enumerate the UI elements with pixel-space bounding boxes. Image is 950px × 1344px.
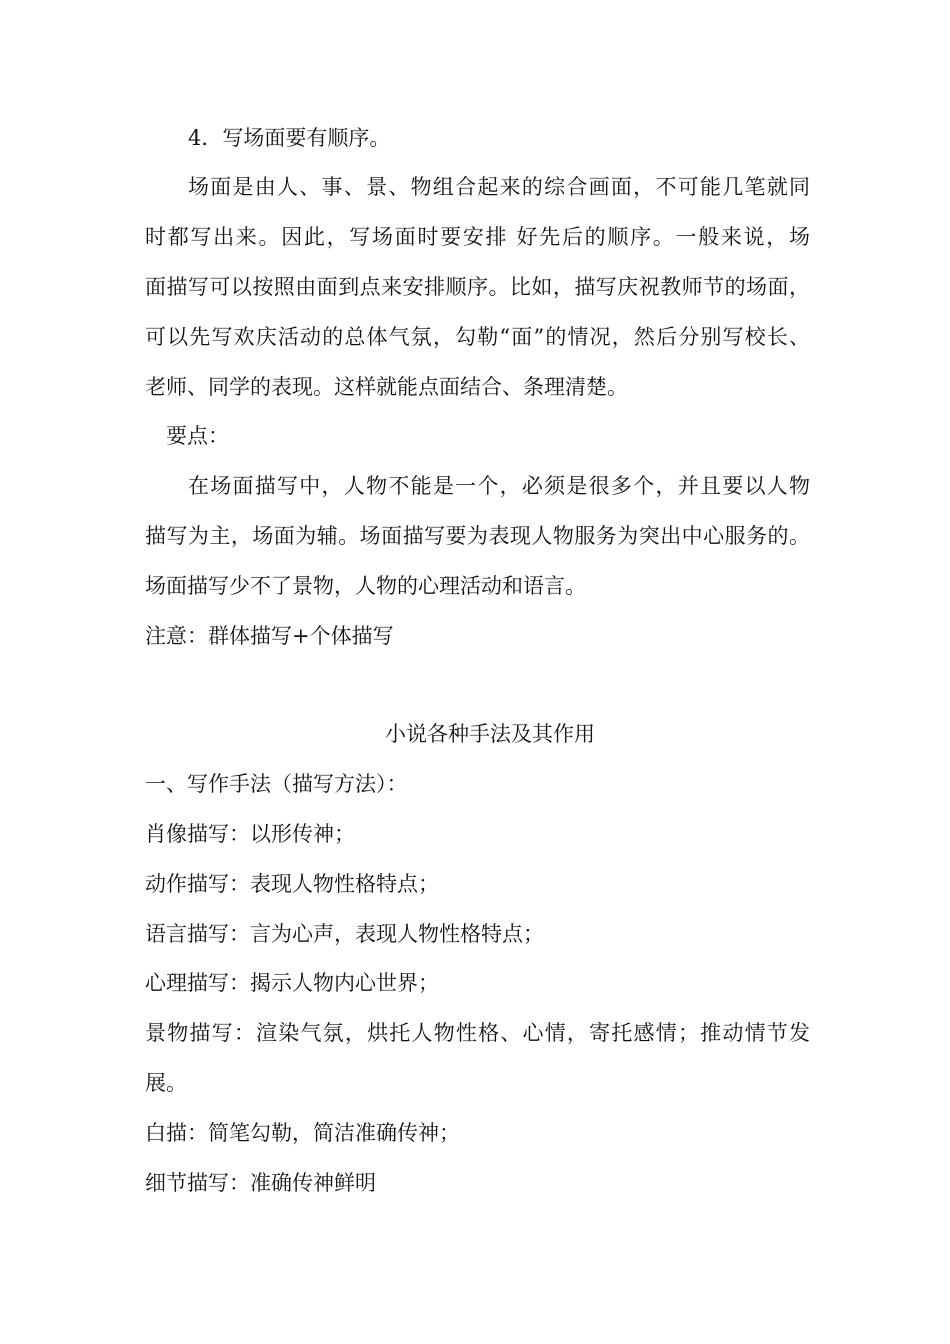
list-item: 动作描写：表现人物性格特点； bbox=[145, 872, 439, 896]
paragraph-line: 面描写可以按照由面到点来安排顺序。比如，描写庆祝教师节的场面， bbox=[145, 275, 810, 299]
list-item: 细节描写：准确传神鲜明 bbox=[145, 1171, 376, 1195]
paragraph-line: 场面描写少不了景物，人物的心理活动和语言。 bbox=[145, 574, 586, 598]
section-heading: 4．写场面要有顺序。 bbox=[188, 126, 391, 150]
paragraph-line: 描写为主，场面为辅。场面描写要为表现人物服务为突出中心服务的。 bbox=[145, 524, 810, 548]
keypoints-label: 要点： bbox=[166, 424, 229, 448]
list-item: 展。 bbox=[145, 1071, 187, 1095]
list-item: 语言描写：言为心声，表现人物性格特点； bbox=[145, 922, 544, 946]
list-item: 心理描写：揭示人物内心世界； bbox=[145, 971, 439, 995]
subheading: 一、写作手法（描写方法）： bbox=[145, 772, 408, 796]
paragraph-line: 老师、同学的表现。这样就能点面结合、条理清楚。 bbox=[145, 375, 628, 399]
list-item: 肖像描写：以形传神； bbox=[145, 822, 355, 846]
list-item: 白描：简笔勾勒，简洁准确传神； bbox=[145, 1121, 460, 1145]
list-item: 景物描写：渲染气氛，烘托人物性格、心情，寄托感情；推动情节发 bbox=[145, 1021, 810, 1045]
paragraph-line: 时都写出来。因此，写场面时要安排 好先后的顺序。一般来说，场 bbox=[145, 225, 810, 249]
paragraph-line: 场面是由人、事、景、物组合起来的综合画面，不可能几笔就同 bbox=[188, 175, 810, 199]
section-title: 小说各种手法及其作用 bbox=[385, 722, 595, 746]
paragraph-line: 在场面描写中，人物不能是一个，必须是很多个，并且要以人物 bbox=[188, 474, 810, 498]
note-line: 注意：群体描写+个体描写 bbox=[145, 624, 394, 648]
paragraph-line: 可以先写欢庆活动的总体气氛，勾勒“面”的情况，然后分别写校长、 bbox=[145, 325, 810, 349]
